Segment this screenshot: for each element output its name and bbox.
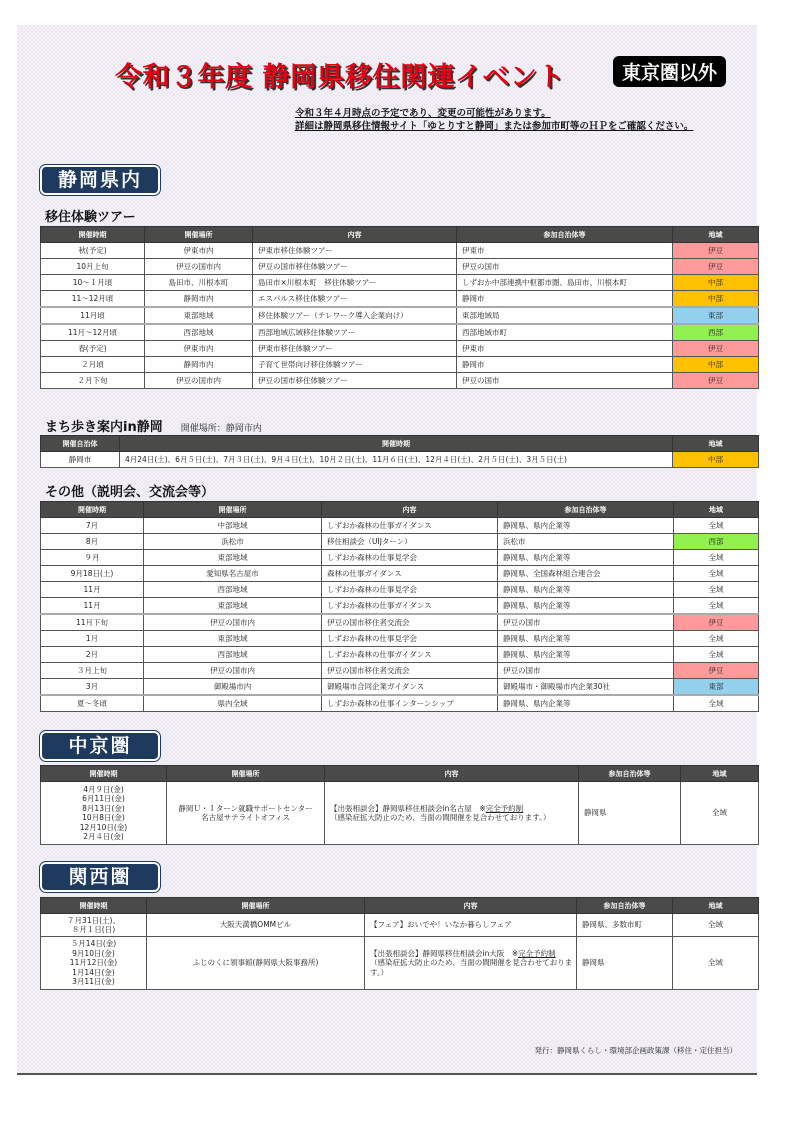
- cell-period: 春(予定): [41, 341, 145, 357]
- cell-region: 全域: [674, 582, 759, 598]
- cell-place: 伊東市内: [145, 243, 253, 259]
- cell-content: しずおか森林の仕事ガイダンス: [322, 518, 498, 534]
- cell-period: 11月下旬: [41, 614, 144, 631]
- cell-place: 西部地域: [144, 647, 322, 663]
- cell-place: 浜松市: [144, 534, 322, 550]
- cell-region: 西部: [673, 324, 759, 341]
- cell-place: 伊豆の国市内: [145, 259, 253, 275]
- region-badge-chukyo: 中京圏: [40, 731, 160, 761]
- cell-place: 伊豆の国市内: [145, 373, 253, 389]
- cell-content: 子育て世帯向け移住体験ツアー: [253, 357, 457, 373]
- cell-content: 【フェア】おいでや！いなか暮らしフェア: [365, 914, 577, 937]
- cell-content: 森林の仕事ガイダンス: [322, 566, 498, 582]
- cell-content: 伊豆の国市移住者交流会: [322, 663, 498, 679]
- cell-region: 伊豆: [673, 341, 759, 357]
- table-row: [41, 663, 759, 679]
- cell-region: 全域: [674, 550, 759, 566]
- cell-region: 伊豆: [674, 614, 759, 631]
- cell-region: 全域: [674, 631, 759, 647]
- notice-line-2: 詳細は静岡県移住情報サイト「ゆとりすと静岡」または参加市町等のＨＰをご確認ください。: [295, 121, 694, 132]
- cell-org: 東部地域局: [457, 307, 673, 324]
- cell-place: 東部地域: [144, 598, 322, 615]
- col-header: 開催時期: [41, 502, 144, 518]
- cell-region: 全域: [674, 598, 759, 615]
- table-row: [41, 341, 759, 357]
- cell-content: 移住体験ツアー（テレワーク導入企業向け）: [253, 307, 457, 324]
- cell-region: 全域: [673, 937, 759, 990]
- cell-content: 【出張相談会】静岡県移住相談会in大阪 ※完全予約制 （感染症拡大防止のため、当面の間開催を見合わせております。）: [365, 937, 577, 990]
- chukyo-table: [40, 765, 759, 845]
- cell-org: 静岡県: [579, 782, 681, 845]
- cell-region: 全域: [674, 695, 759, 712]
- cell-dates: 4月９日(金) 6月11日(金) 8月13日(金) 10月8日(金) 12月10日(金) 2月４日(金): [41, 782, 167, 845]
- col-header: 開催場所: [145, 227, 253, 243]
- cell-period: 11～12月頃: [41, 291, 145, 308]
- table-row: [41, 357, 759, 373]
- machi-place-note: 開催場所：静岡市内: [180, 424, 262, 434]
- table-header-row: [41, 766, 759, 782]
- table-row: [41, 679, 759, 696]
- cell-period: 秋(予定): [41, 243, 145, 259]
- cell-org: 静岡県、全国森林組合連合会: [498, 566, 674, 582]
- cell-region: 中部: [673, 275, 759, 291]
- col-header: 地域: [673, 898, 759, 914]
- table-row: [41, 534, 759, 550]
- cell-content: 伊豆の国市移住者交流会: [322, 614, 498, 631]
- cell-period: 10月上旬: [41, 259, 145, 275]
- cell-period: 10～１月頃: [41, 275, 145, 291]
- col-header: 地域: [673, 436, 759, 452]
- area-tag: 東京圏以外: [613, 56, 726, 87]
- cell-content: エスパルス移住体験ツアー: [253, 291, 457, 308]
- cell-org: しずおか中部連携中枢都市圏、島田市、川根本町: [457, 275, 673, 291]
- col-header: 開催時期: [41, 898, 147, 914]
- cell-period: 2月: [41, 647, 144, 663]
- cell-dates: 4月24日(土)、6月５日(土)、7月３日(土)、9月４日(土)、10月２日(土)、11月６日(土)、12月４日(土)、2月５日(土)、3月５日(土): [120, 452, 673, 468]
- cell-org: 静岡県、県内企業等: [498, 518, 674, 534]
- cell-content: 島田市×川根本町 移住体験ツアー: [253, 275, 457, 291]
- cell-period: 11月: [41, 582, 144, 598]
- cell-org: 浜松市: [498, 534, 674, 550]
- notice: [295, 107, 693, 133]
- cell-region: 全域: [674, 647, 759, 663]
- page-panel: [17, 25, 757, 1075]
- table-row: [41, 243, 759, 259]
- table-row: [41, 518, 759, 534]
- table-row: [41, 373, 759, 389]
- col-header: 参加自治体等: [577, 898, 673, 914]
- machi-title: まち歩き案内in静岡: [45, 420, 163, 435]
- table-row: [41, 647, 759, 663]
- col-header: 開催自治体: [41, 436, 120, 452]
- cell-org: 静岡県、県内企業等: [498, 550, 674, 566]
- cell-org: 静岡県: [577, 937, 673, 990]
- col-header: 地域: [674, 502, 759, 518]
- cell-content: しずおか森林の仕事見学会: [322, 631, 498, 647]
- col-header: 地域: [681, 766, 759, 782]
- table-row: [41, 914, 759, 937]
- table-row: [41, 324, 759, 341]
- cell-period: 1月: [41, 631, 144, 647]
- table-row: [41, 598, 759, 615]
- cell-org: 静岡県、県内企業等: [498, 631, 674, 647]
- cell-region: 中部: [673, 357, 759, 373]
- col-header: 内容: [325, 766, 579, 782]
- cell-content: 伊東市移住体験ツアー: [253, 341, 457, 357]
- cell-org: 静岡市: [457, 291, 673, 308]
- table-header-row: [41, 502, 759, 518]
- cell-content: 伊豆の国市移住体験ツアー: [253, 373, 457, 389]
- cell-org: 静岡県、県内企業等: [498, 598, 674, 615]
- col-header: 内容: [253, 227, 457, 243]
- cell-org: 静岡県、多数市町: [577, 914, 673, 937]
- table-header-row: [41, 898, 759, 914]
- col-header: 地域: [673, 227, 759, 243]
- col-header: 開催時期: [41, 227, 145, 243]
- table-row: [41, 452, 759, 468]
- cell-content: 伊豆の国市移住体験ツアー: [253, 259, 457, 275]
- cell-period: 7月: [41, 518, 144, 534]
- cell-place: 伊豆の国市内: [144, 614, 322, 631]
- col-header: 参加自治体等: [498, 502, 674, 518]
- table-row: [41, 259, 759, 275]
- reservation-note: 完全予約制: [485, 803, 524, 813]
- reservation-note: 完全予約制: [518, 948, 556, 958]
- cell-region: 伊豆: [673, 259, 759, 275]
- cell-org: 西部地域市町: [457, 324, 673, 341]
- cell-period: 11月: [41, 598, 144, 615]
- col-header: 内容: [322, 502, 498, 518]
- cell-period: ２月下旬: [41, 373, 145, 389]
- cell-region: 伊豆: [673, 373, 759, 389]
- cell-content: 伊東市移住体験ツアー: [253, 243, 457, 259]
- table-row: [41, 782, 759, 845]
- cell-region: 全域: [674, 566, 759, 582]
- table-row: [41, 937, 759, 990]
- col-header: 参加自治体等: [457, 227, 673, 243]
- col-header: 内容: [365, 898, 577, 914]
- section-title-machi: [45, 416, 262, 435]
- cell-org: 静岡県、県内企業等: [498, 582, 674, 598]
- cell-dates: ５月14日(金) 9月10日(金) 11月12日(金) 1月14日(金) 3月11日(金): [41, 937, 147, 990]
- cell-content: 移住相談会（UIJターン）: [322, 534, 498, 550]
- cell-period: 11月頃: [41, 307, 145, 324]
- table-header-row: [41, 227, 759, 243]
- cell-content: 西部地域広域移住体験ツアー: [253, 324, 457, 341]
- cell-place: 愛知県名古屋市: [144, 566, 322, 582]
- col-header: 開催時期: [120, 436, 673, 452]
- cell-place: 静岡市内: [145, 357, 253, 373]
- cell-dates: ７月31日(土)、 ８月１日(日): [41, 914, 147, 937]
- cell-place: 中部地域: [144, 518, 322, 534]
- region-badge-shizuoka: 静岡県内: [40, 165, 160, 195]
- page-title: 令和３年度 静岡県移住関連イベント: [115, 62, 565, 93]
- col-header: 開催場所: [147, 898, 365, 914]
- cell-region: 中部: [673, 291, 759, 308]
- cell-place: 西部地域: [144, 582, 322, 598]
- col-header: 開催場所: [144, 502, 322, 518]
- title-row: [17, 55, 757, 95]
- tour-table: [40, 226, 759, 389]
- cell-region: 全域: [674, 518, 759, 534]
- section-title-tour: 移住体験ツアー: [45, 210, 136, 225]
- table-row: [41, 566, 759, 582]
- other-table: [40, 501, 759, 712]
- cell-place: 伊豆の国市内: [144, 663, 322, 679]
- cell-place: 県内全域: [144, 695, 322, 712]
- table-row: [41, 695, 759, 712]
- cell-org: 伊豆の国市: [457, 259, 673, 275]
- section-title-other: その他（説明会、交流会等）: [45, 485, 215, 500]
- col-header: 参加自治体等: [579, 766, 681, 782]
- table-row: [41, 550, 759, 566]
- cell-place: 東部地域: [144, 550, 322, 566]
- publisher-footer: 発行：静岡県くらし・環境部企画政策課（移住・定住担当）: [534, 1046, 737, 1055]
- cell-org: 静岡県、県内企業等: [498, 647, 674, 663]
- cell-content: 御殿場市合同企業ガイダンス: [322, 679, 498, 696]
- cell-region: 西部: [674, 534, 759, 550]
- cell-place: 伊東市内: [145, 341, 253, 357]
- cell-period: 夏～冬頃: [41, 695, 144, 712]
- cell-place: 静岡市内: [145, 291, 253, 308]
- cell-period: 8月: [41, 534, 144, 550]
- cell-place: 御殿場市内: [144, 679, 322, 696]
- cell-region: 伊豆: [674, 663, 759, 679]
- cell-period: 9月18日(土): [41, 566, 144, 582]
- cell-org: 伊東市: [457, 243, 673, 259]
- cell-period: ２月頃: [41, 357, 145, 373]
- cell-content: しずおか森林の仕事ガイダンス: [322, 598, 498, 615]
- table-row: [41, 582, 759, 598]
- cell-period: ９月: [41, 550, 144, 566]
- cell-place: 静岡Ｕ・Ｉターン就職サポートセンター 名古屋サテライトオフィス: [167, 782, 325, 845]
- cell-org: 伊東市: [457, 341, 673, 357]
- cell-content: しずおか森林の仕事見学会: [322, 550, 498, 566]
- cell-place: 島田市、川根本町: [145, 275, 253, 291]
- cell-place: 大阪天満橋OMMビル: [147, 914, 365, 937]
- cell-period: 11月～12月頃: [41, 324, 145, 341]
- cell-region: 東部: [674, 679, 759, 696]
- table-row: [41, 631, 759, 647]
- cell-content: しずおか森林の仕事ガイダンス: [322, 647, 498, 663]
- cell-place: 西部地域: [145, 324, 253, 341]
- region-badge-kansai: 関西圏: [40, 862, 160, 892]
- table-header-row: [41, 436, 759, 452]
- table-row: [41, 614, 759, 631]
- cell-content: しずおか森林の仕事見学会: [322, 582, 498, 598]
- cell-period: ３月上旬: [41, 663, 144, 679]
- cell-place: ふじのくに領事館(静岡県大阪事務所): [147, 937, 365, 990]
- cell-org: 静岡県、県内企業等: [498, 695, 674, 712]
- notice-line-1: 令和３年４月時点の予定であり、変更の可能性があります。: [295, 108, 551, 119]
- col-header: 開催場所: [167, 766, 325, 782]
- table-row: [41, 275, 759, 291]
- cell-org: 御殿場市・御殿場市内企業30社: [498, 679, 674, 696]
- cell-org: 静岡市: [457, 357, 673, 373]
- cell-org: 伊豆の国市: [498, 614, 674, 631]
- kansai-table: [40, 897, 759, 990]
- table-row: [41, 291, 759, 308]
- col-header: 開催時期: [41, 766, 167, 782]
- cell-org: 伊豆の国市: [457, 373, 673, 389]
- machi-table: [40, 435, 759, 468]
- cell-region: 全域: [681, 782, 759, 845]
- cell-region: 伊豆: [673, 243, 759, 259]
- cell-org: 静岡市: [41, 452, 120, 468]
- table-row: [41, 307, 759, 324]
- cell-region: 中部: [673, 452, 759, 468]
- cell-content: しずおか森林の仕事インターンシップ: [322, 695, 498, 712]
- cell-place: 東部地域: [144, 631, 322, 647]
- cell-content: 【出張相談会】静岡県移住相談会in名古屋 ※完全予約制 （感染症拡大防止のため、当面の間開催を見合わせております。）: [325, 782, 579, 845]
- cell-region: 全域: [673, 914, 759, 937]
- cell-org: 伊豆の国市: [498, 663, 674, 679]
- cell-period: 3月: [41, 679, 144, 696]
- cell-region: 東部: [673, 307, 759, 324]
- cell-place: 東部地域: [145, 307, 253, 324]
